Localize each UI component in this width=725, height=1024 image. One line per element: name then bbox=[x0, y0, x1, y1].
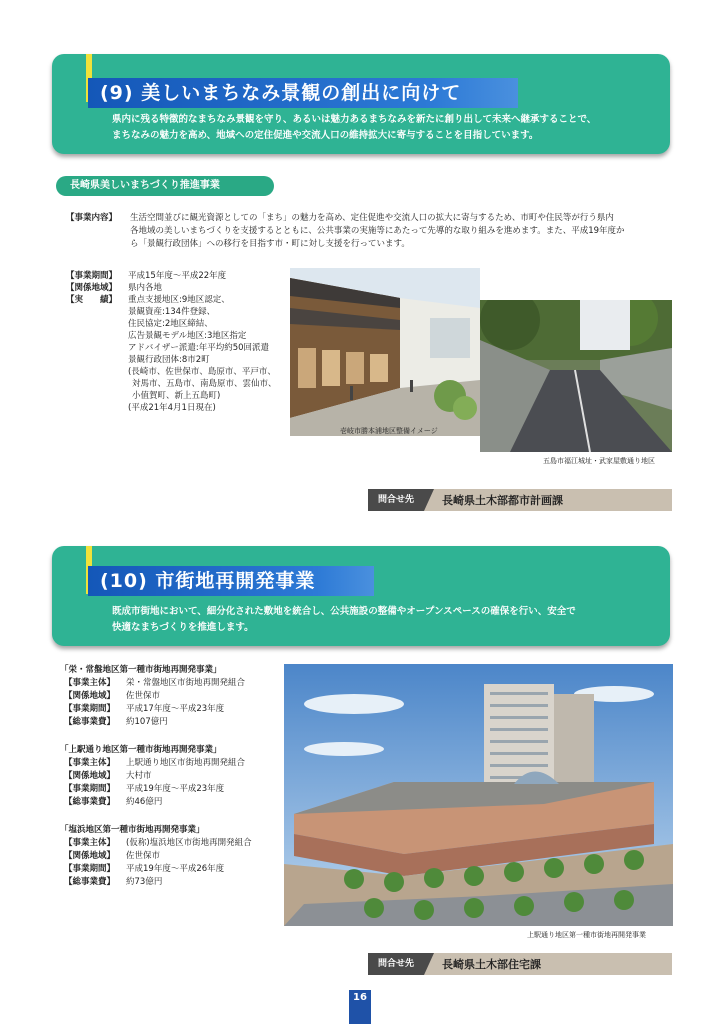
project-row-label: 【関係地域】 bbox=[64, 771, 116, 781]
detail-value: 県内各地 bbox=[128, 283, 163, 293]
street-illustration-image bbox=[290, 268, 480, 436]
results-line: 住民協定:2地区締結、 bbox=[128, 319, 213, 329]
project-row bbox=[64, 850, 160, 862]
section9-detail-results bbox=[66, 294, 230, 306]
results-line: 景観資産:134件登録、 bbox=[128, 307, 216, 317]
project-row-value: 佐世保市 bbox=[126, 691, 161, 701]
image-caption-3: 上駅通り地区第一種市街地再開発事業 bbox=[527, 931, 646, 939]
results-line: 対馬市、五島市、南島原市、雲仙市、 bbox=[132, 379, 277, 389]
section9-contact-bar bbox=[368, 489, 672, 511]
project-row-value: (仮称)塩浜地区市街地再開発組合 bbox=[126, 838, 252, 848]
results-line: アドバイザー派遣:年平均約50回派遣 bbox=[128, 343, 270, 353]
section9-content-line-3: ら「景観行政団体」への移行を目指す市・町に対し支援を行っています。 bbox=[130, 239, 410, 249]
project-row bbox=[64, 796, 162, 808]
project-name: 「栄・常盤地区第一種市街地再開発事業」 bbox=[60, 665, 222, 675]
contact-tag: 問合せ先 bbox=[368, 953, 424, 975]
section9-lead-line-1: 県内に残る特徴的なまちなみ景観を守り、あるいは魅力あるまちなみを新たに創り出して未来へ継承することで、 bbox=[112, 114, 597, 125]
project-row bbox=[64, 703, 224, 715]
project-row-value: 平成17年度〜平成23年度 bbox=[126, 704, 225, 714]
project-row-value: 平成19年度〜平成26年度 bbox=[126, 864, 225, 874]
detail-label: 【実 績】 bbox=[66, 295, 118, 305]
section9-detail-period bbox=[66, 270, 226, 282]
stone-wall-road-photo bbox=[480, 300, 672, 452]
project-row-label: 【関係地域】 bbox=[64, 691, 116, 701]
section9-lead-line-2: まちなみの魅力を高め、地域への定住促進や交流人口の維持拡大に寄与することを目指しています。 bbox=[112, 130, 539, 141]
section9-title: (9) 美しいまちなみ景観の創出に向けて bbox=[88, 78, 518, 108]
section9-content-line-1: 生活空間並びに観光資源としての「まち」の魅力を高め、定住促進や交流人口の拡大に寄与するため、市町や住民等が行う県内 bbox=[130, 213, 614, 223]
results-line: (平成21年4月1日現在) bbox=[128, 403, 216, 413]
contact-tag: 問合せ先 bbox=[368, 489, 424, 511]
project-row-label: 【事業期間】 bbox=[64, 784, 116, 794]
project-name: 「塩浜地区第一種市街地再開発事業」 bbox=[60, 825, 205, 835]
results-line: (長崎市、佐世保市、島原市、平戸市、 bbox=[128, 367, 276, 377]
project-row-label: 【総事業費】 bbox=[64, 877, 116, 887]
project-row-label: 【総事業費】 bbox=[64, 797, 116, 807]
project-row-label: 【関係地域】 bbox=[64, 851, 116, 861]
project-row bbox=[64, 716, 168, 728]
project-row-value: 約107億円 bbox=[126, 717, 168, 727]
project-row-label: 【事業主体】 bbox=[64, 838, 116, 848]
project-row bbox=[64, 863, 224, 875]
section10-lead-line-1: 既成市街地において、細分化された敷地を統合し、公共施設の整備やオープンスペースの確保を行い、安全で bbox=[112, 606, 576, 617]
results-line: 広告景観モデル地区:3地区指定 bbox=[128, 331, 247, 341]
contact-department: 長崎県土木部住宅課 bbox=[442, 958, 542, 971]
project-row-value: 佐世保市 bbox=[126, 851, 161, 861]
project-row bbox=[64, 876, 162, 888]
project-row-label: 【事業主体】 bbox=[64, 678, 116, 688]
project-row-value: 大村市 bbox=[126, 771, 152, 781]
section10-title: (10) 市街地再開発事業 bbox=[88, 566, 374, 596]
contact-department: 長崎県土木部都市計画課 bbox=[442, 494, 564, 507]
image-caption-2: 五島市福江城址・武家屋敷通り地区 bbox=[543, 457, 655, 465]
project-row bbox=[64, 837, 252, 849]
project-row-value: 上駅通り地区市街地再開発組合 bbox=[126, 758, 246, 768]
project-row-label: 【総事業費】 bbox=[64, 717, 116, 727]
project-row bbox=[64, 783, 224, 795]
redevelopment-rendering-image bbox=[284, 664, 673, 926]
section10-contact-bar bbox=[368, 953, 672, 975]
image-caption-1: 壱岐市勝本浦地区整備イメージ bbox=[340, 427, 438, 435]
results-line: 小值賀町、新上五島町) bbox=[132, 391, 221, 401]
project-row-label: 【事業期間】 bbox=[64, 864, 116, 874]
project-row bbox=[64, 677, 245, 689]
detail-value: 重点支援地区:9地区認定、 bbox=[128, 295, 230, 305]
project-row-value: 約73億円 bbox=[126, 877, 163, 887]
project-row-value: 栄・常盤地区市街地再開発組合 bbox=[126, 678, 246, 688]
project-row bbox=[64, 757, 245, 769]
project-row-label: 【事業主体】 bbox=[64, 758, 116, 768]
section10-lead-line-2: 快適なまちづくりを推進します。 bbox=[112, 622, 254, 633]
results-line: 景観行政団体:8市2町 bbox=[128, 355, 210, 365]
project-row-value: 平成19年度〜平成23年度 bbox=[126, 784, 225, 794]
project-row bbox=[64, 690, 160, 702]
page-number: 16 bbox=[349, 990, 371, 1024]
section9-content-line-2: 各地域の美しいまちづくりを支援するとともに、公共事業の実施等にあたって先導的な取り組みを進めます。また、平成19年度か bbox=[130, 226, 625, 236]
project-row-value: 約46億円 bbox=[126, 797, 163, 807]
project-row bbox=[64, 770, 152, 782]
detail-label: 【関係地域】 bbox=[66, 283, 118, 293]
detail-value: 平成15年度〜平成22年度 bbox=[128, 271, 227, 281]
section9-detail-region bbox=[66, 282, 162, 294]
project-name: 「上駅通り地区第一種市街地再開発事業」 bbox=[60, 745, 222, 755]
project-row-label: 【事業期間】 bbox=[64, 704, 116, 714]
detail-label: 【事業期間】 bbox=[66, 271, 118, 281]
section9-content-label: 【事業内容】 bbox=[66, 213, 118, 223]
section9-subheading: 長崎県美しいまちづくり推進事業 bbox=[56, 176, 274, 196]
